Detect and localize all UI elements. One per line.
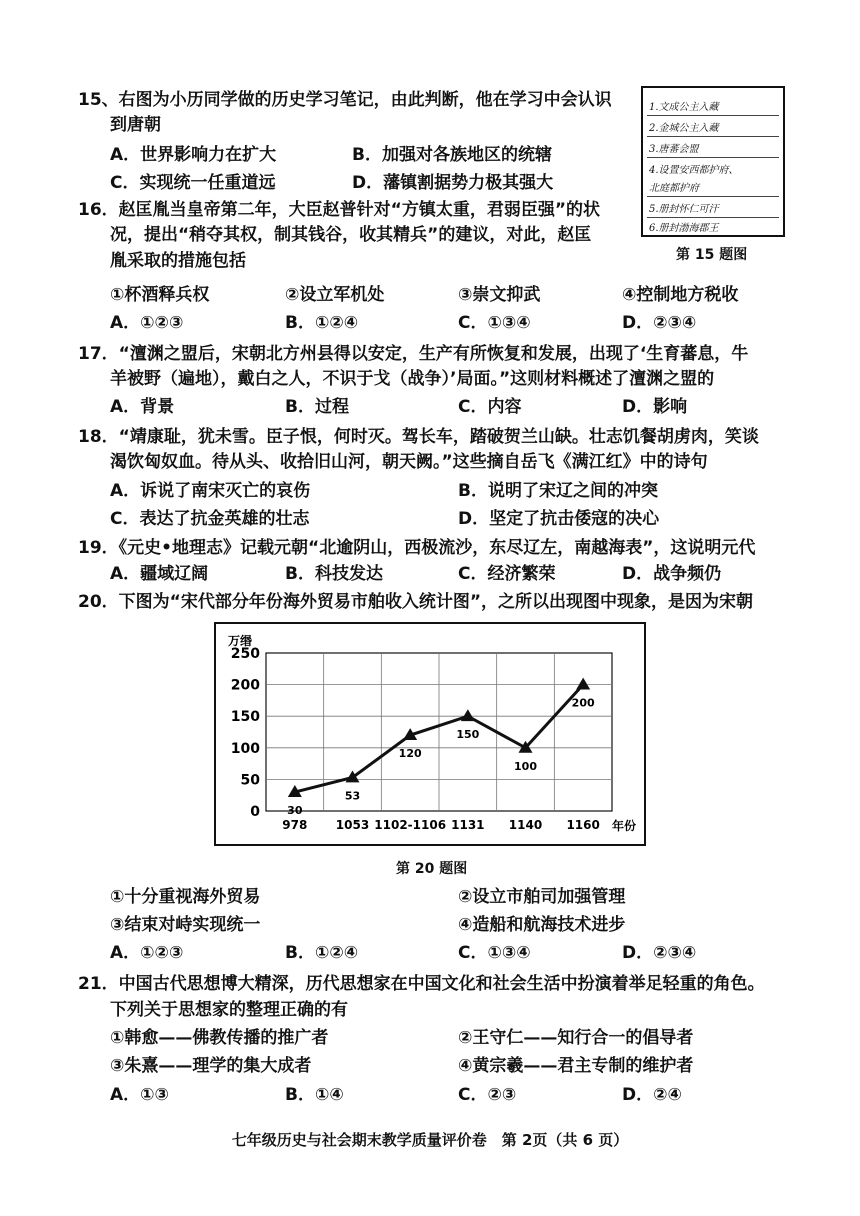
q17-option-a: A．背景: [110, 397, 175, 417]
q20-item-1: ①十分重视海外贸易: [110, 887, 261, 907]
q17-option-b: B．过程: [285, 397, 349, 417]
x-tick-label: 1140: [508, 818, 543, 832]
q21-item-4: ④黄宗羲——君主专制的维护者: [458, 1056, 694, 1076]
data-label: 53: [344, 789, 361, 803]
q20-option-b: B．①②④: [285, 943, 359, 963]
q16-option-a: A．①②③: [110, 313, 184, 333]
q19-option-b: B．科技发达: [285, 564, 383, 584]
q18-option-c: C．表达了抗金英雄的壮志: [110, 509, 310, 529]
chart-frame: [215, 623, 645, 845]
q16-item-4: ④控制地方税收: [622, 285, 739, 305]
q18-stem-line2: 渴饮匈奴血。待从头、收拾旧山河，朝天阙。”这些摘自岳飞《满江红》中的诗句: [110, 452, 708, 472]
q20-item-4: ④造船和航海技术进步: [458, 915, 626, 935]
data-label: 150: [456, 728, 480, 742]
trade-income-chart: [214, 622, 646, 846]
q18-option-a: A．诉说了南宋灭亡的哀伤: [110, 481, 311, 501]
note-line-1: 1.文成公主入藏: [649, 102, 719, 113]
q20-option-a: A．①②③: [110, 943, 184, 963]
q16-option-b: B．①②④: [285, 313, 359, 333]
x-axis-unit: 年份: [612, 819, 637, 833]
data-label: 30: [287, 804, 303, 818]
note-line-6: 5.册封怀仁可汗: [649, 204, 719, 215]
q15-stem-line1: 15、右图为小历同学做的历史学习笔记，由此判断，他在学习中会认识: [78, 90, 612, 110]
q21-item-1: ①韩愈——佛教传播的推广者: [110, 1028, 329, 1048]
q20-item-3: ③结束对峙实现统一: [110, 915, 261, 935]
note-rule: [647, 217, 779, 218]
y-tick-label: 0: [250, 804, 260, 820]
q20-option-c: C．①③④: [458, 943, 531, 963]
x-tick-label: 1102-1106: [374, 818, 447, 832]
q21-item-2: ②王守仁——知行合一的倡导者: [458, 1028, 694, 1048]
q16-option-c: C．①③④: [458, 313, 531, 333]
note-rule: [647, 136, 779, 137]
note-rule: [647, 196, 779, 197]
note-line-2: 2.金城公主入藏: [649, 123, 719, 134]
q16-stem-line1: 16．赵匡胤当皇帝第二年，大臣赵普针对“方镇太重，君弱臣强”的状: [78, 200, 601, 220]
q21-option-c: C．②③: [458, 1085, 517, 1105]
x-tick-label: 1131: [451, 818, 485, 832]
y-tick-label: 200: [230, 677, 260, 694]
note-rule: [647, 157, 779, 158]
q21-stem-line2: 下列关于思想家的整理正确的有: [110, 1000, 348, 1020]
q19-stem-line1: 19．《元史•地理志》记载元朝“北逾阴山，西极流沙，东尽辽左，南越海表”，这说明元代: [78, 538, 756, 558]
q19-option-d: D．战争频仍: [622, 564, 722, 584]
note-line-3: 3.唐蕃会盟: [649, 144, 699, 155]
q16-option-d: D．②③④: [622, 313, 697, 333]
q17-stem-line1: 17．“澶渊之盟后，宋朝北方州县得以安定，生产有所恢复和发展，出现了‘生育蕃息，牛: [78, 344, 749, 364]
q21-item-3: ③朱熹——理学的集大成者: [110, 1056, 312, 1076]
q18-stem-line1: 18．“靖康耻，犹未雪。臣子恨，何时灭。驾长车，踏破贺兰山缺。壮志饥餐胡虏肉，笑谈: [78, 427, 759, 447]
y-tick-label: 250: [230, 646, 260, 662]
y-tick-label: 50: [240, 772, 260, 789]
q15-option-b: B．加强对各族地区的统辖: [352, 145, 552, 165]
x-tick-label: 1053: [335, 818, 370, 832]
q15-option-a: A．世界影响力在扩大: [110, 145, 277, 165]
q21-stem-line1: 21．中国古代思想博大精深，历代思想家在中国文化和社会生活中扮演着举足轻重的角色。: [78, 974, 765, 994]
note-line-5: 北庭都护府: [649, 183, 699, 194]
q16-item-1: ①杯酒释兵权: [110, 285, 210, 305]
q20-option-d: D．②③④: [622, 943, 697, 963]
x-tick-label: 978: [282, 818, 308, 832]
data-label: 200: [571, 696, 595, 710]
x-tick-label: 1160: [566, 818, 600, 832]
q17-option-d: D．影响: [622, 397, 688, 417]
q16-stem-line2: 况，提出“稍夺其权，制其钱谷，收其精兵”的建议，对此，赵匡: [110, 225, 592, 245]
q17-option-c: C．内容: [458, 397, 522, 417]
y-tick-label: 100: [230, 740, 260, 757]
q19-option-a: A．疆域辽阔: [110, 564, 209, 584]
q18-option-b: B．说明了宋辽之间的冲突: [458, 481, 658, 501]
data-label: 100: [514, 759, 537, 773]
q20-stem-line1: 20．下图为“宋代部分年份海外贸易市舶收入统计图”，之所以出现图中现象，是因为宋朝: [78, 592, 754, 612]
page-footer: 七年级历史与社会期末教学质量评价卷 第 2页（共 6 页）: [231, 1131, 629, 1149]
q20-figure-caption: 第 20 题图: [396, 861, 468, 877]
q16-item-3: ③崇文抑武: [458, 285, 541, 305]
note-line-7: 6.册封渤海郡王: [649, 223, 719, 234]
q16-stem-line3: 胤采取的措施包括: [110, 251, 246, 271]
note-rule: [647, 115, 779, 116]
q17-stem-line2: 羊被野（遍地），戴白之人，不识于戈（战争）’局面。”这则材料概述了澶渊之盟的: [110, 369, 715, 389]
note-line-4: 4.设置安西都护府、: [649, 165, 739, 176]
q15-option-d: D．藩镇割据势力极其强大: [352, 173, 554, 193]
q21-option-d: D．②④: [622, 1085, 682, 1105]
y-tick-label: 150: [230, 709, 260, 726]
q21-option-b: B．①④: [285, 1085, 344, 1105]
q20-item-2: ②设立市舶司加强管理: [458, 887, 626, 907]
q15-option-c: C．实现统一任重道远: [110, 173, 276, 193]
q15-study-note: [641, 86, 785, 237]
q21-option-a: A．①③: [110, 1085, 169, 1105]
data-label: 120: [398, 747, 422, 761]
y-axis-unit: 万缗: [228, 634, 253, 648]
q18-option-d: D．坚定了抗击倭寇的决心: [458, 509, 660, 529]
q15-figure-caption: 第 15 题图: [676, 247, 748, 263]
q16-item-2: ②设立军机处: [285, 285, 385, 305]
q15-stem-line2: 到唐朝: [110, 115, 161, 135]
q19-option-c: C．经济繁荣: [458, 564, 556, 584]
